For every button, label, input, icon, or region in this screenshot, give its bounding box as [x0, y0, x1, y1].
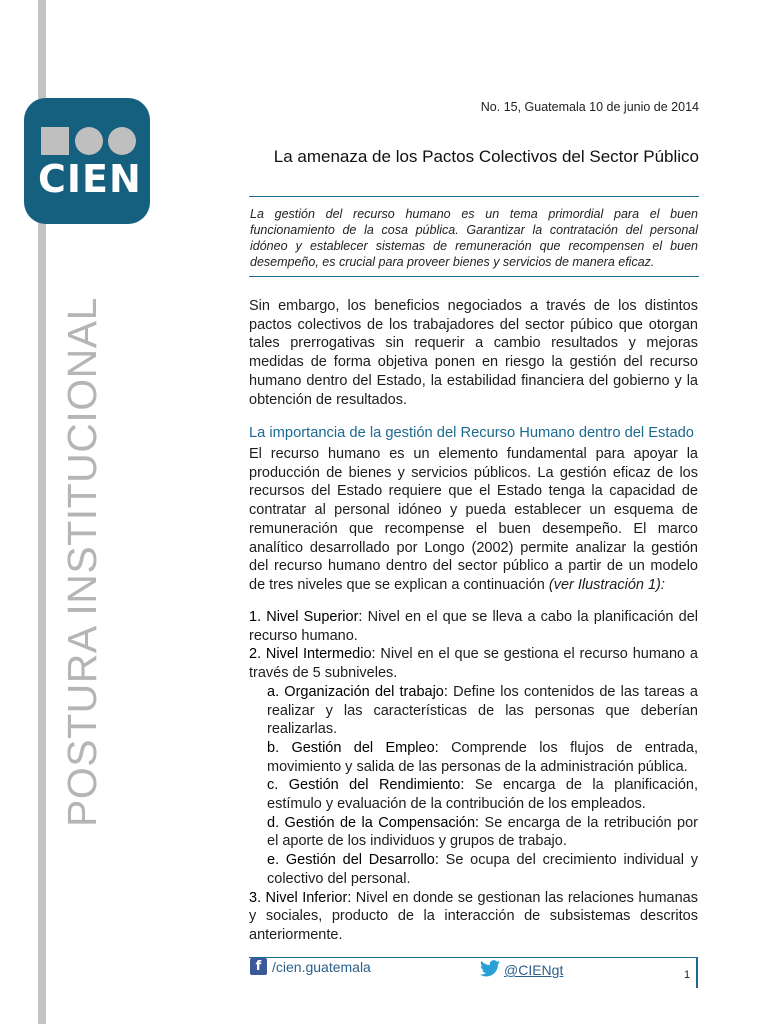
document-title: La amenaza de los Pactos Colectivos del Sector Público — [273, 147, 699, 166]
section-heading: La importancia de la gestión del Recurso Humano dentro del Estado — [249, 425, 694, 441]
sublevel-text: Define los contenidos de las tareas a realizar y las características de las personas que deberían realizarlas. — [267, 683, 698, 738]
facebook-icon: f — [250, 958, 267, 975]
sublevel-text: Se encarga de la retribución por el aporte de los individuos y grupos de trabajo. — [267, 814, 698, 850]
logo-square-shape — [41, 127, 69, 155]
twitter-handle: @CIENgt — [504, 962, 564, 978]
vertical-title-container — [59, 297, 105, 827]
levels-list — [249, 608, 698, 945]
sublevel-label: e. Gestión del Desarrollo: — [267, 852, 439, 869]
level-text: Nivel en el que se lleva a cabo la planificación del recurso humano. — [249, 609, 698, 644]
level-text: Nivel en donde se gestionan las relaciones humanas y sociales, producto de la interacción de subsistemas descritos anteriormente. — [249, 889, 698, 943]
sublevel-item — [267, 776, 698, 813]
level-label: 1. Nivel Superior: — [249, 609, 363, 625]
abstract: La gestión del recurso humano es un tema primordial para el buen funcionamiento de la cosa pública. Garantizar la contratación del personal idóneo y establecer sistemas de remuneración que recompensen el buen desempeño, es crucial para proveer bienes y servicios de manera eficaz. — [250, 207, 698, 269]
sublevel-label: d. Gestión de la Compensación: — [267, 814, 480, 831]
sublevel-text: Se encarga de la planificación, estímulo y evaluación de la contribución de los empleados. — [267, 777, 698, 813]
section-paragraph-text: El recurso humano es un elemento fundamental para apoyar la producción de bienes y servicios públicos. La gestión eficaz de los recursos del Estado requiere que el Estado tenga la capacidad de contratar al personal idóneo y pueda establecer un esquema de remuneración que recompense el buen desempeño. El marco analítico desarrollado por Longo (2002) permite analizar la gestión del recurso humano dentro del sector público a partir de un modelo de tres niveles que se explican a continuación — [249, 446, 698, 593]
twitter-bird-icon — [480, 960, 500, 980]
page-number: 1 — [684, 969, 691, 981]
facebook-handle: /cien.guatemala — [272, 958, 371, 975]
level-item — [249, 608, 698, 645]
sublevel-label: a. Organización del trabajo: — [267, 683, 448, 700]
cien-logo — [24, 98, 150, 224]
sublevel-label: b. Gestión del Empleo: — [267, 739, 439, 756]
illustration-reference: (ver Ilustración 1): — [548, 576, 665, 593]
logo-text: CIEN — [38, 157, 142, 201]
dateline: No. 15, Guatemala 10 de junio de 2014 — [480, 100, 699, 114]
level-text: Nivel en el que se gestiona el recurso humano a través de 5 subniveles. — [249, 646, 699, 682]
intro-paragraph: Sin embargo, los beneficios negociados a través de los distintos pactos colectivos de los trabajadores del sector púbico que otorgan tales prerrogativas sin requerir a cambio resultados y mejoras medidas de forma objetiva ponen en riesgo la gestión del recurso humano dentro del Estado, la estabilidad financiera del gobierno y la obtención de resultados. — [249, 298, 698, 408]
facebook-link[interactable] — [250, 958, 371, 975]
section-paragraph — [249, 445, 698, 595]
sublevel-text: Comprende los flujos de entrada, movimiento y salida de las personas de la administración pública. — [267, 739, 698, 775]
level-item — [249, 889, 698, 945]
logo-circle-shape — [108, 127, 136, 155]
level-label: 3. Nivel Inferior: — [249, 889, 352, 906]
vertical-title: POSTURA INSTITUCIONAL — [59, 297, 105, 827]
abstract-top-rule — [249, 196, 699, 197]
sublevel-item — [267, 851, 698, 888]
logo-circle-shape — [75, 127, 103, 155]
level-item — [249, 645, 698, 682]
sublevel-text: Se ocupa del crecimiento individual y colectivo del personal. — [267, 852, 699, 887]
abstract-bottom-rule — [249, 276, 699, 277]
sublevel-item — [267, 814, 698, 851]
sublevel-label: c. Gestión del Rendimiento: — [267, 777, 465, 794]
footer-corner-rule — [696, 958, 698, 988]
sublevel-item — [267, 739, 698, 776]
sublevel-item — [267, 683, 698, 739]
level-label: 2. Nivel Intermedio: — [249, 646, 376, 663]
twitter-link[interactable] — [480, 960, 563, 980]
